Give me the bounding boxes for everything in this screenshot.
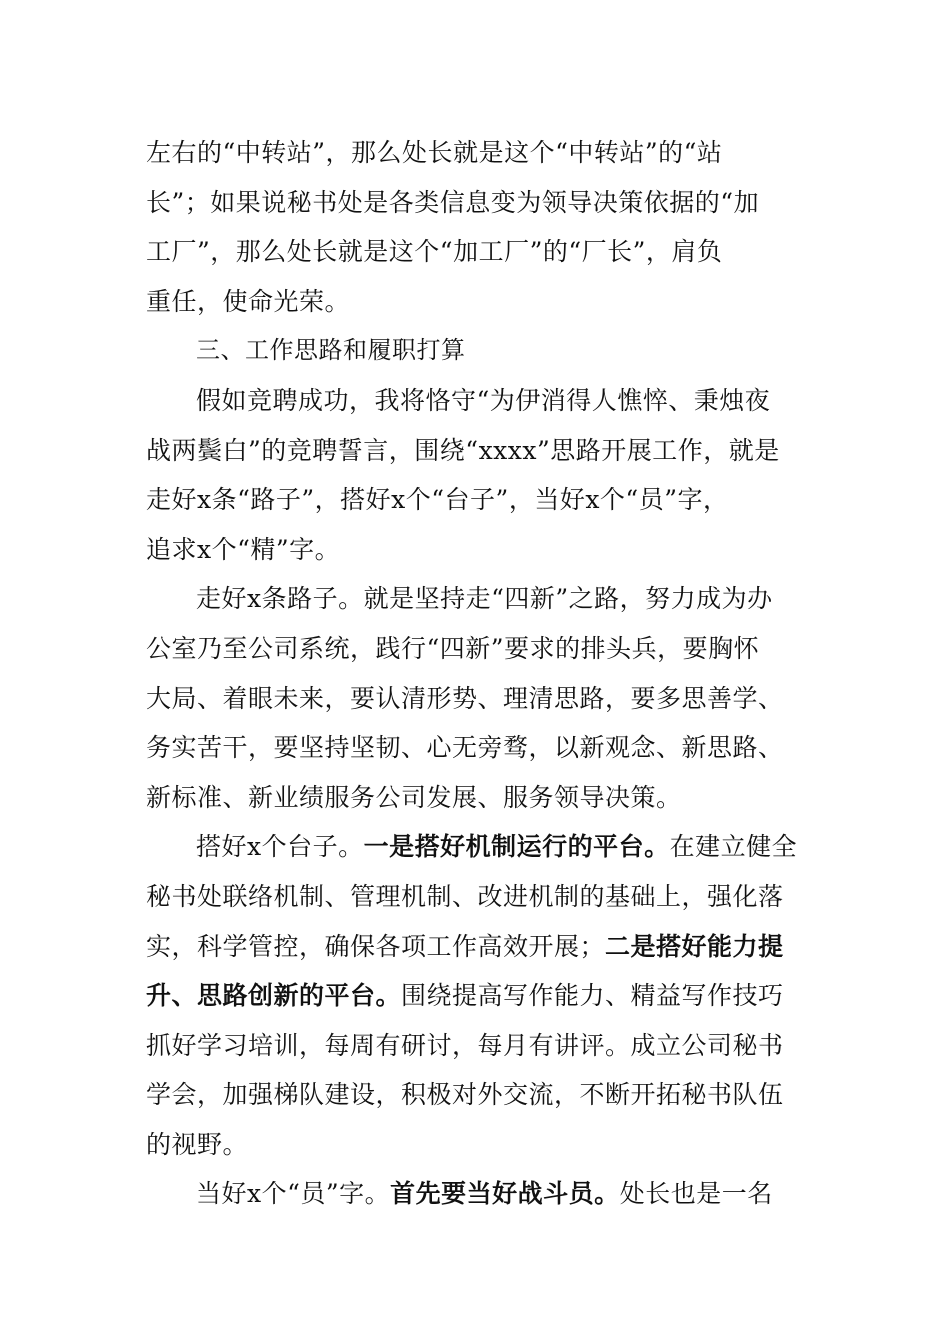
text-span: 围绕提高写作能力、精益写作技巧 — [401, 981, 784, 1011]
text-line: 的视野。 — [146, 1129, 249, 1159]
text-line: 大局、着眼未来，要认清形势、理清思路，要多思善学、 — [146, 683, 784, 713]
text-line: 学会，加强梯队建设，积极对外交流，不断开拓秘书队伍 — [146, 1080, 784, 1110]
bold-phrase: 首先要当好战斗员。 — [390, 1179, 620, 1209]
text-span: 搭好x个台子。 — [196, 832, 364, 862]
text-span: 实，科学管控，确保各项工作高效开展； — [146, 931, 606, 961]
text-line: 长”；如果说秘书处是各类信息变为领导决策依据的“加 — [146, 187, 760, 217]
text-line: 新标准、新业绩服务公司发展、服务领导决策。 — [146, 782, 682, 812]
text-line: 重任，使命光荣。 — [146, 286, 351, 316]
text-line: 追求x个“精”字。 — [146, 534, 341, 564]
text-span: 处长也是一名 — [619, 1179, 773, 1209]
text-line: 工厂”，那么处长就是这个“加工厂”的“厂长”，肩负 — [146, 237, 723, 267]
text-line — [146, 822, 808, 872]
text-line: 务实苦干，要坚持坚韧、心无旁骛，以新观念、新思路、 — [146, 733, 784, 763]
text-line: 公室乃至公司系统，践行“四新”要求的排头兵，要胸怀 — [146, 633, 760, 663]
bold-phrase: 升、思路创新的平台。 — [146, 981, 402, 1011]
text-line: 战两鬓白”的竞聘誓言，围绕“xxxx”思路开展工作，就是 — [146, 435, 780, 465]
text-span: 当好x个“员”字。 — [196, 1179, 391, 1209]
bold-phrase: 一是搭好机制运行的平台。 — [363, 832, 670, 862]
text-line — [146, 922, 808, 972]
document-page — [146, 128, 808, 1219]
text-line: 抓好学习培训，每周有研讨，每月有讲评。成立公司秘书 — [146, 1030, 784, 1060]
text-line: 左右的“中转站”，那么处长就是这个“中转站”的“站 — [146, 138, 723, 167]
section-heading: 三、工作思路和履职打算 — [196, 336, 466, 365]
text-line: 假如竞聘成功，我将恪守“为伊消得人憔悴、秉烛夜 — [196, 385, 771, 415]
text-line: 秘书处联络机制、管理机制、改进机制的基础上，强化落 — [146, 881, 784, 911]
text-line: 走好x条“路子”，搭好x个“台子”，当好x个“员”字， — [146, 485, 729, 515]
text-line: 走好x条路子。就是坚持走“四新”之路，努力成为办 — [196, 584, 773, 614]
bold-phrase: 二是搭好能力提 — [605, 931, 784, 961]
text-span: 在建立健全 — [669, 832, 798, 862]
text-line — [146, 971, 808, 1021]
text-line — [146, 1169, 808, 1219]
